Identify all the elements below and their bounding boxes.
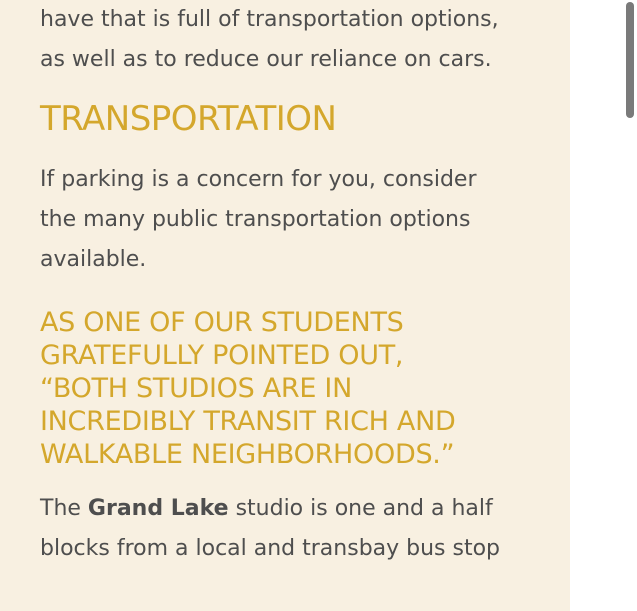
section-heading: TRANSPORTATION [40, 99, 337, 139]
studio-line-2: blocks from a local and transbay bus stop [40, 536, 501, 561]
intro-paragraph [40, 0, 540, 80]
quote-line-2: GRATEFULLY POINTED OUT, [40, 340, 404, 371]
quote-line-3: “BOTH STUDIOS ARE IN [40, 373, 352, 404]
pull-quote [40, 306, 540, 471]
quote-line-5: WALKABLE NEIGHBORHOODS.” [40, 439, 455, 470]
intro-line-1: have that is full of transportation options, [40, 7, 499, 32]
scrollbar-thumb[interactable] [626, 2, 634, 118]
studio-prefix: The [40, 496, 88, 521]
intro-line-2: as well as to reduce our reliance on cars. [40, 47, 492, 72]
studio-line-1 [40, 489, 540, 529]
parking-paragraph [40, 160, 540, 280]
parking-line-3: available. [40, 247, 147, 272]
quote-line-4: INCREDIBLY TRANSIT RICH AND [40, 406, 456, 437]
quote-line-1: AS ONE OF OUR STUDENTS [40, 307, 404, 338]
studio-name: Grand Lake [87, 496, 229, 521]
article-body [40, 0, 540, 569]
parking-line-1: If parking is a concern for you, consider [40, 167, 477, 192]
parking-line-2: the many public transportation options [40, 207, 471, 232]
studio-paragraph [40, 489, 540, 569]
studio-suffix: studio is one and a half [228, 496, 493, 521]
